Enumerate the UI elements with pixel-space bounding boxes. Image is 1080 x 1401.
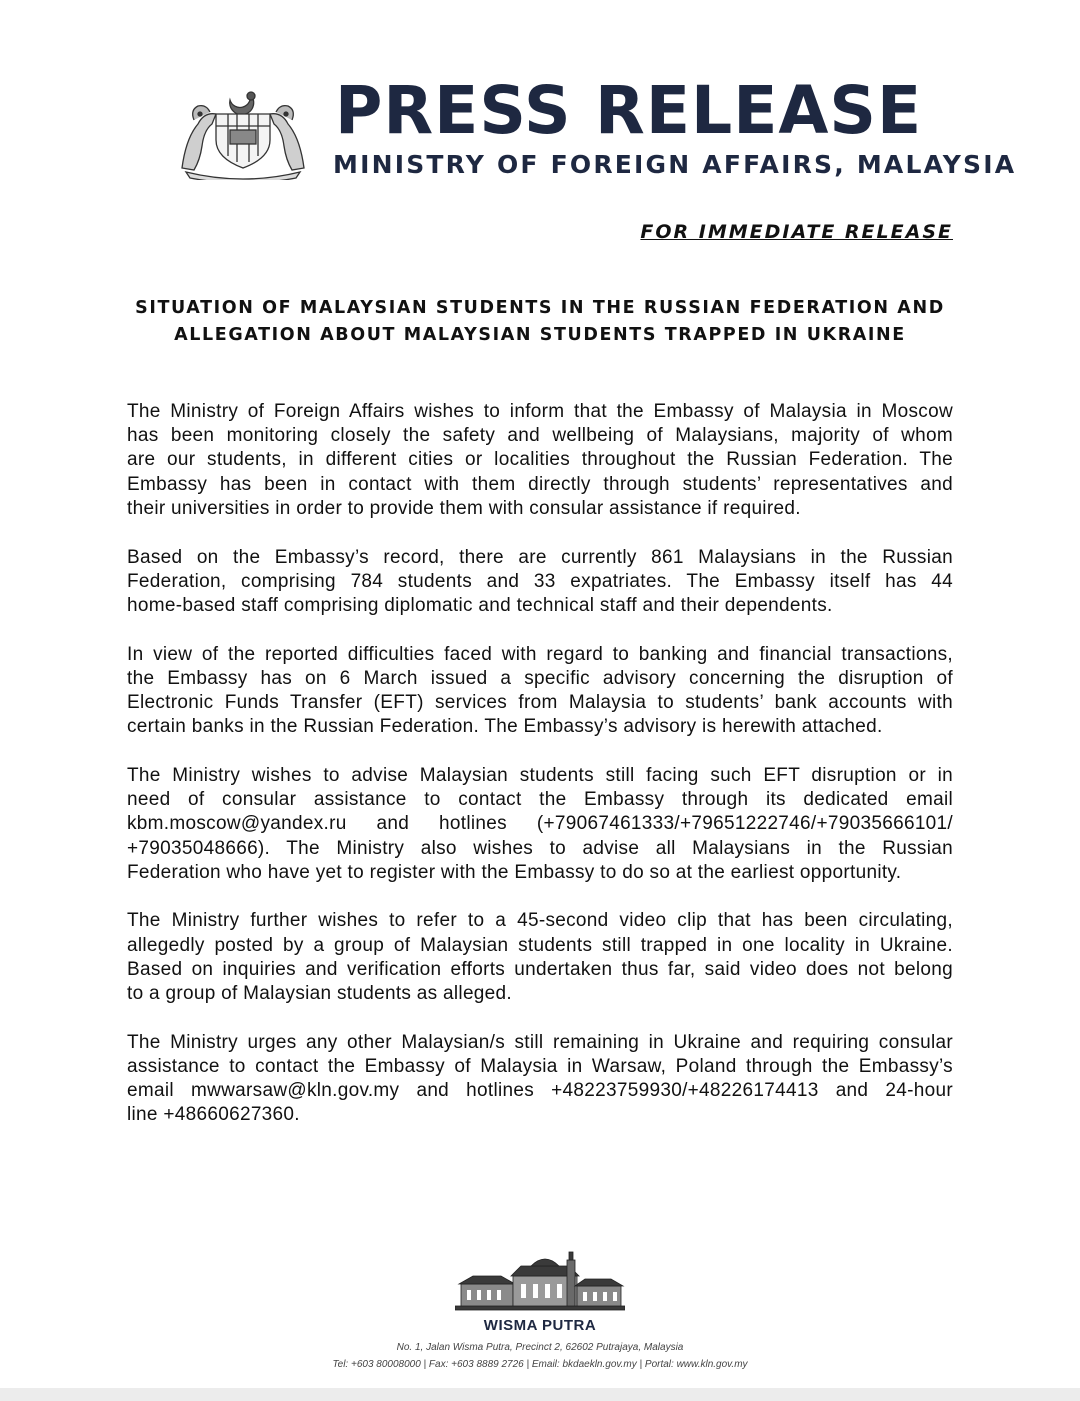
footer-contact: Tel: +603 80008000 | Fax: +603 8889 2726 | Email: bkdaekln.gov.my | Portal: www.kln.gov.my bbox=[332, 1359, 748, 1370]
immediate-release-tag: FOR IMMEDIATE RELEASE bbox=[640, 221, 953, 243]
headline-line: ALLEGATION ABOUT MALAYSIAN STUDENTS TRAPPED IN UKRAINE bbox=[174, 325, 906, 345]
paragraph-line: email mwwarsaw@kln.gov.my and hotlines +48223759930/+48226174413 and 24-hour bbox=[127, 1080, 953, 1102]
headline-line: SITUATION OF MALAYSIAN STUDENTS IN THE RUSSIAN FEDERATION AND bbox=[135, 298, 945, 318]
paragraph-line: Embassy has been in contact with them directly through students’ representatives and bbox=[127, 473, 953, 495]
paragraph-line: certain banks in the Russian Federation. The Embassy’s advisory is herewith attached. bbox=[127, 716, 883, 738]
paragraph-line: The Ministry further wishes to refer to a 45-second video clip that has been circulating, bbox=[127, 910, 953, 932]
paragraph bbox=[127, 1031, 953, 1128]
wisma-putra-building-icon bbox=[455, 1250, 625, 1314]
paragraph-line: Based on inquiries and verification efforts undertaken thus far, said video does not belong bbox=[127, 958, 953, 980]
paragraph-line: their universities in order to provide them with consular assistance if required. bbox=[127, 497, 801, 519]
footer-address: No. 1, Jalan Wisma Putra, Precinct 2, 62602 Putrajaya, Malaysia bbox=[396, 1342, 684, 1353]
paragraph-line: assistance to contact the Embassy of Malaysia in Warsaw, Poland through the Embassy’s bbox=[127, 1055, 953, 1077]
paragraph-line: need of consular assistance to contact the Embassy through its dedicated email bbox=[127, 789, 953, 811]
paragraph-line: are our students, in different cities or localities throughout the Russian Federation. The bbox=[127, 449, 953, 471]
paragraph bbox=[127, 764, 953, 885]
paragraph-line: to a group of Malaysian students as alleged. bbox=[127, 983, 512, 1005]
ministry-subtitle: MINISTRY OF FOREIGN AFFAIRS, MALAYSIA bbox=[333, 150, 1017, 179]
paragraph-line: line +48660627360. bbox=[127, 1104, 300, 1126]
paragraph-line: allegedly posted by a group of Malaysian students still trapped in one locality in Ukraine. bbox=[127, 934, 953, 956]
paragraph-line: has been monitoring closely the safety and wellbeing of Malaysians, majority of whom bbox=[127, 425, 953, 447]
paragraph-line: kbm.moscow@yandex.ru and hotlines (+79067461333/+79651222746/+79035666101/ bbox=[127, 813, 953, 835]
paragraph-line: Federation who have yet to register with the Embassy to do so at the earliest opportunity. bbox=[127, 861, 902, 883]
page-bottom-edge bbox=[0, 1388, 1080, 1401]
paragraph bbox=[127, 909, 953, 1006]
paragraph-line: The Ministry urges any other Malaysian/s still remaining in Ukraine and requiring consular bbox=[127, 1031, 953, 1053]
paragraph-line: The Ministry of Foreign Affairs wishes to inform that the Embassy of Malaysia in Moscow bbox=[127, 401, 953, 422]
paragraph bbox=[127, 546, 953, 619]
paragraph-line: The Ministry wishes to advise Malaysian students still facing such EFT disruption or in bbox=[127, 764, 953, 786]
paragraph bbox=[127, 643, 953, 740]
paragraph-line: In view of the reported difficulties faced with regard to banking and financial transactions, bbox=[127, 643, 953, 665]
paragraph-line: +79035048666). The Ministry also wishes to advise all Malaysians in the Russian bbox=[127, 837, 953, 859]
paragraph-line: Electronic Funds Transfer (EFT) services from Malaysia to students’ bank accounts with bbox=[127, 692, 953, 714]
footer-name: WISMA PUTRA bbox=[483, 1317, 597, 1334]
paragraph-line: Based on the Embassy’s record, there are currently 861 Malaysians in the Russian bbox=[127, 546, 953, 568]
press-release-title: PRESS RELEASE bbox=[335, 72, 923, 149]
paragraph-line: the Embassy has on 6 March issued a specific advisory concerning the disruption of bbox=[127, 667, 953, 689]
body-text bbox=[127, 400, 953, 1152]
paragraph bbox=[127, 400, 953, 521]
malaysia-coat-of-arms-icon bbox=[170, 86, 316, 180]
paragraph-line: home-based staff comprising diplomatic and technical staff and their dependents. bbox=[127, 594, 833, 616]
paragraph-line: Federation, comprising 784 students and 33 expatriates. The Embassy itself has 44 bbox=[127, 570, 953, 592]
headline bbox=[128, 295, 952, 349]
